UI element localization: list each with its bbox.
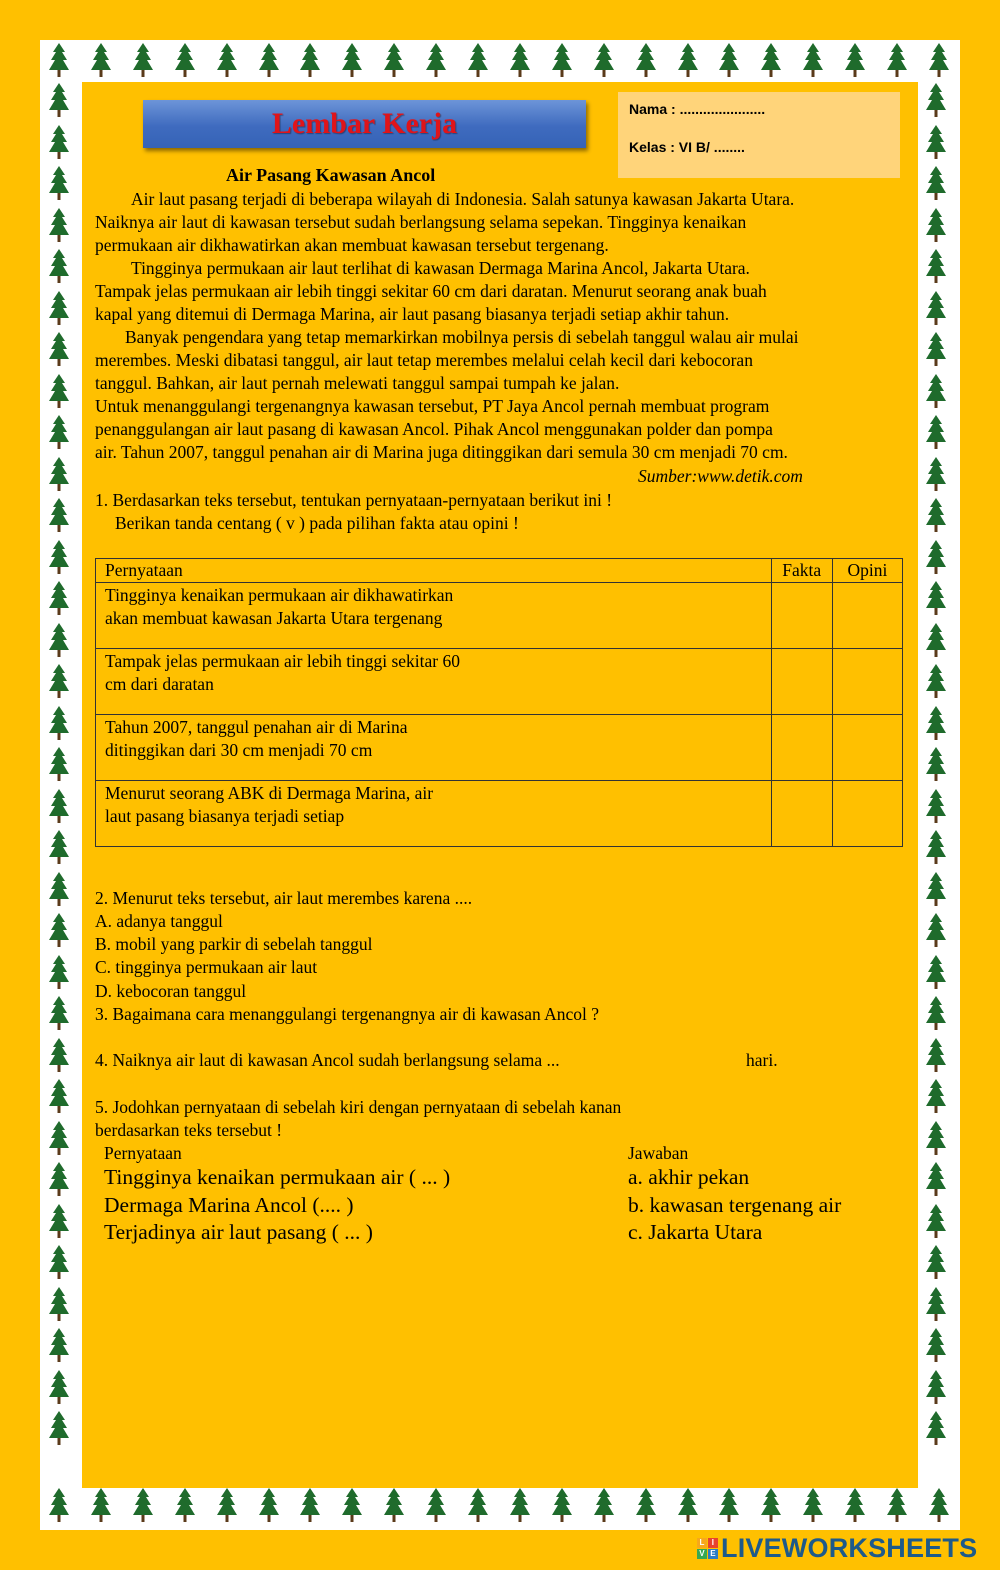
article-line: penanggulangan air laut pasang di kawasan Ancol. Pihak Ancol menggunakan polder dan pompa xyxy=(95,419,773,439)
pine-tree-icon xyxy=(551,42,573,80)
pine-tree-icon xyxy=(467,1487,489,1525)
pine-tree-icon xyxy=(48,1327,70,1365)
opinion-answer-cell[interactable] xyxy=(832,649,902,715)
pine-tree-icon xyxy=(48,912,70,950)
pine-tree-icon xyxy=(925,1410,947,1448)
pine-tree-icon xyxy=(258,42,280,80)
pine-tree-icon xyxy=(48,539,70,577)
statement-cell xyxy=(96,649,772,715)
statement-line: laut pasang biasanya terjadi setiap xyxy=(105,806,345,826)
pine-tree-icon xyxy=(925,995,947,1033)
match-right-item[interactable]: c. Jakarta Utara xyxy=(628,1220,763,1244)
pine-tree-icon xyxy=(928,42,950,80)
pine-tree-icon xyxy=(48,622,70,660)
pine-tree-icon xyxy=(132,1487,154,1525)
liveworksheets-logo-icon xyxy=(697,1538,718,1559)
pine-tree-icon xyxy=(90,1487,112,1525)
article-line: Untuk menanggulangi tergenangnya kawasan tersebut, PT Jaya Ancol pernah membuat program xyxy=(95,396,770,416)
pine-tree-icon xyxy=(925,331,947,369)
pine-tree-icon xyxy=(48,1244,70,1282)
pine-tree-icon xyxy=(928,1487,950,1525)
table-row xyxy=(96,715,903,781)
pine-tree-icon xyxy=(925,290,947,328)
question-4-prompt: 4. Naiknya air laut di kawasan Ancol sudah berlangsung selama ... xyxy=(95,1050,560,1070)
opinion-answer-cell[interactable] xyxy=(832,583,902,649)
article-line: Tampak jelas permukaan air lebih tinggi sekitar 60 cm dari daratan. Menurut seorang anak buah xyxy=(95,281,767,301)
pine-tree-icon xyxy=(48,580,70,618)
statement-line: Menurut seorang ABK di Dermaga Marina, air xyxy=(105,783,434,803)
pine-tree-icon xyxy=(925,746,947,784)
pine-tree-icon xyxy=(718,42,740,80)
header-statement: Pernyataan xyxy=(96,559,772,583)
pine-tree-icon xyxy=(48,207,70,245)
option-b[interactable]: B. mobil yang parkir di sebelah tanggul xyxy=(95,934,373,954)
pine-tree-icon xyxy=(48,124,70,162)
pine-tree-icon xyxy=(48,1369,70,1407)
pine-tree-icon xyxy=(925,663,947,701)
pine-tree-icon xyxy=(48,165,70,203)
pine-tree-icon xyxy=(886,1487,908,1525)
pine-tree-icon xyxy=(174,42,196,80)
article-line: tanggul. Bahkan, air laut pernah melewati tanggul sampai tumpah ke jalan. xyxy=(95,373,620,393)
pine-tree-icon xyxy=(925,622,947,660)
pine-tree-icon xyxy=(925,539,947,577)
pine-tree-icon xyxy=(216,42,238,80)
article-line: Naiknya air laut di kawasan tersebut sudah berlangsung selama sepekan. Tingginya kenaikan xyxy=(95,212,747,232)
pine-tree-icon xyxy=(925,829,947,867)
statement-cell xyxy=(96,781,772,847)
option-a[interactable]: A. adanya tanggul xyxy=(95,911,223,931)
pine-tree-icon xyxy=(925,1244,947,1282)
statement-line: akan membuat kawasan Jakarta Utara tergenang xyxy=(105,608,443,628)
match-left-header: Pernyataan xyxy=(104,1143,182,1163)
logo-letter: I xyxy=(708,1538,718,1548)
match-left-item[interactable]: Terjadinya air laut pasang ( ... ) xyxy=(104,1220,373,1244)
logo-letter: E xyxy=(708,1549,718,1559)
pine-tree-icon xyxy=(48,82,70,120)
student-info-box xyxy=(618,92,900,178)
table-header-row xyxy=(96,559,903,583)
pine-tree-icon xyxy=(925,580,947,618)
fact-opinion-table xyxy=(95,558,903,847)
statement-line: Tahun 2007, tanggul penahan air di Marina xyxy=(105,717,408,737)
article-line: kapal yang ditemui di Dermaga Marina, air laut pasang biasanya terjadi setiap akhir tahun. xyxy=(95,304,730,324)
question-4-suffix: hari. xyxy=(746,1050,778,1070)
pine-tree-icon xyxy=(925,1203,947,1241)
pine-tree-icon xyxy=(48,1161,70,1199)
statement-line: Tampak jelas permukaan air lebih tinggi sekitar 60 xyxy=(105,651,460,671)
pine-tree-icon xyxy=(48,456,70,494)
pine-tree-icon xyxy=(48,497,70,535)
pine-tree-icon xyxy=(844,1487,866,1525)
article-line: Air laut pasang terjadi di beberapa wilayah di Indonesia. Salah satunya kawasan Jakarta Utara. xyxy=(131,189,795,209)
header-fact: Fakta xyxy=(771,559,832,583)
opinion-answer-cell[interactable] xyxy=(832,781,902,847)
header-opinion: Opini xyxy=(832,559,902,583)
article-line: merembes. Meski dibatasi tanggul, air laut tetap merembes melalui celah kecil dari kebocoran xyxy=(95,350,753,370)
question-1-instruction: Berikan tanda centang ( v ) pada pilihan fakta atau opini ! xyxy=(115,513,519,533)
pine-tree-icon xyxy=(925,871,947,909)
pine-tree-icon xyxy=(802,42,824,80)
pine-tree-icon xyxy=(925,1286,947,1324)
pine-tree-icon xyxy=(925,82,947,120)
pine-tree-icon xyxy=(925,954,947,992)
pine-tree-icon xyxy=(635,42,657,80)
pine-tree-icon xyxy=(48,331,70,369)
pine-tree-icon xyxy=(299,42,321,80)
pine-tree-icon xyxy=(299,1487,321,1525)
pine-tree-icon xyxy=(925,248,947,286)
pine-tree-icon xyxy=(132,42,154,80)
pine-tree-icon xyxy=(341,1487,363,1525)
match-right-header: Jawaban xyxy=(628,1143,689,1163)
pine-tree-icon xyxy=(925,497,947,535)
pine-tree-icon xyxy=(48,1286,70,1324)
pine-tree-icon xyxy=(760,42,782,80)
statement-line: Tingginya kenaikan permukaan air dikhawatirkan xyxy=(105,585,454,605)
pine-tree-icon xyxy=(925,456,947,494)
pine-tree-icon xyxy=(174,1487,196,1525)
pine-tree-icon xyxy=(925,1369,947,1407)
fact-answer-cell[interactable] xyxy=(771,649,832,715)
pine-tree-icon xyxy=(925,912,947,950)
pine-tree-icon xyxy=(48,42,70,80)
question-1-prompt: 1. Berdasarkan teks tersebut, tentukan pernyataan-pernyataan berikut ini ! xyxy=(95,490,613,510)
worksheet-title: Lembar Kerja xyxy=(271,107,458,140)
pine-tree-icon xyxy=(635,1487,657,1525)
pine-tree-icon xyxy=(677,1487,699,1525)
pine-tree-icon xyxy=(48,1203,70,1241)
pine-tree-icon xyxy=(593,42,615,80)
match-left-item[interactable]: Tingginya kenaikan permukaan air ( ... ) xyxy=(104,1165,451,1189)
logo-letter: L xyxy=(697,1538,707,1548)
pine-tree-icon xyxy=(593,1487,615,1525)
pine-tree-icon xyxy=(48,373,70,411)
pine-tree-icon xyxy=(383,42,405,80)
fact-answer-cell[interactable] xyxy=(771,781,832,847)
question-5-prompt: 5. Jodohkan pernyataan di sebelah kiri dengan pernyataan di sebelah kanan xyxy=(95,1097,622,1117)
opinion-answer-cell[interactable] xyxy=(832,715,902,781)
table-row xyxy=(96,583,903,649)
pine-tree-icon xyxy=(48,1037,70,1075)
match-left-item[interactable]: Dermaga Marina Ancol (.... ) xyxy=(104,1193,354,1217)
title-banner xyxy=(143,100,586,148)
pine-tree-icon xyxy=(258,1487,280,1525)
statement-line: ditinggikan dari 30 cm menjadi 70 cm xyxy=(105,740,373,760)
pine-tree-icon xyxy=(48,1120,70,1158)
pine-tree-icon xyxy=(844,42,866,80)
statement-cell xyxy=(96,715,772,781)
pine-tree-icon xyxy=(886,42,908,80)
name-field-label[interactable]: Nama : ...................... xyxy=(629,101,766,117)
pine-tree-icon xyxy=(925,1327,947,1365)
pine-tree-icon xyxy=(48,995,70,1033)
pine-tree-icon xyxy=(48,829,70,867)
statement-cell xyxy=(96,583,772,649)
logo-text: LIVEWORKSHEETS xyxy=(721,1532,978,1563)
pine-tree-icon xyxy=(48,663,70,701)
pine-tree-icon xyxy=(802,1487,824,1525)
pine-tree-icon xyxy=(48,871,70,909)
option-d[interactable]: D. kebocoran tanggul xyxy=(95,981,247,1001)
pine-tree-icon xyxy=(425,1487,447,1525)
pine-tree-icon xyxy=(90,42,112,80)
pine-tree-icon xyxy=(48,290,70,328)
pine-tree-icon xyxy=(467,42,489,80)
pine-tree-icon xyxy=(48,248,70,286)
pine-tree-icon xyxy=(48,788,70,826)
pine-tree-icon xyxy=(341,42,363,80)
pine-tree-icon xyxy=(718,1487,740,1525)
pine-tree-icon xyxy=(925,705,947,743)
pine-tree-icon xyxy=(925,373,947,411)
match-right-item[interactable]: a. akhir pekan xyxy=(628,1165,750,1189)
article-body xyxy=(95,188,905,464)
pine-tree-icon xyxy=(48,705,70,743)
pine-tree-icon xyxy=(425,42,447,80)
article-source: Sumber:www.detik.com xyxy=(638,466,803,486)
pine-tree-icon xyxy=(48,1487,70,1525)
question-2-prompt: 2. Menurut teks tersebut, air laut merembes karena .... xyxy=(95,888,473,908)
pine-tree-icon xyxy=(509,42,531,80)
pine-tree-icon xyxy=(677,42,699,80)
pine-tree-icon xyxy=(48,414,70,452)
logo-letter: V xyxy=(697,1549,707,1559)
fact-answer-cell[interactable] xyxy=(771,715,832,781)
pine-tree-icon xyxy=(216,1487,238,1525)
pine-tree-icon xyxy=(925,1037,947,1075)
article-heading: Air Pasang Kawasan Ancol xyxy=(226,165,436,185)
pine-tree-icon xyxy=(48,1078,70,1116)
pine-tree-icon xyxy=(925,124,947,162)
pine-tree-icon xyxy=(48,954,70,992)
pine-tree-icon xyxy=(925,165,947,203)
pine-tree-icon xyxy=(925,1120,947,1158)
pine-tree-icon xyxy=(925,788,947,826)
pine-tree-icon xyxy=(925,1161,947,1199)
pine-tree-icon xyxy=(925,1078,947,1116)
fact-answer-cell[interactable] xyxy=(771,583,832,649)
statement-line: cm dari daratan xyxy=(105,674,214,694)
match-right-item[interactable]: b. kawasan tergenang air xyxy=(628,1193,842,1217)
pine-tree-icon xyxy=(509,1487,531,1525)
article-line: Tingginya permukaan air laut terlihat di kawasan Dermaga Marina Ancol, Jakarta Utara. xyxy=(131,258,750,278)
pine-tree-icon xyxy=(383,1487,405,1525)
pine-tree-icon xyxy=(925,207,947,245)
pine-tree-icon xyxy=(760,1487,782,1525)
article-line: Banyak pengendara yang tetap memarkirkan mobilnya persis di sebelah tanggul walau air mulai xyxy=(125,327,799,347)
table-row xyxy=(96,649,903,715)
pine-tree-icon xyxy=(551,1487,573,1525)
article-line: air. Tahun 2007, tanggul penahan air di Marina juga ditinggikan dari semula 30 cm menjadi 70 cm. xyxy=(95,442,788,462)
article-line: permukaan air dikhawatirkan akan membuat kawasan tersebut tergenang. xyxy=(95,235,609,255)
option-c[interactable]: C. tingginya permukaan air laut xyxy=(95,957,318,977)
pine-tree-icon xyxy=(48,746,70,784)
question-3-prompt: 3. Bagaimana cara menanggulangi tergenangnya air di kawasan Ancol ? xyxy=(95,1004,600,1024)
question-5-prompt-cont: berdasarkan teks tersebut ! xyxy=(95,1120,283,1140)
pine-tree-icon xyxy=(48,1410,70,1448)
class-field-label[interactable]: Kelas : VI B/ ........ xyxy=(629,139,745,155)
liveworksheets-logo[interactable] xyxy=(697,1533,977,1563)
pine-tree-icon xyxy=(925,414,947,452)
table-row xyxy=(96,781,903,847)
